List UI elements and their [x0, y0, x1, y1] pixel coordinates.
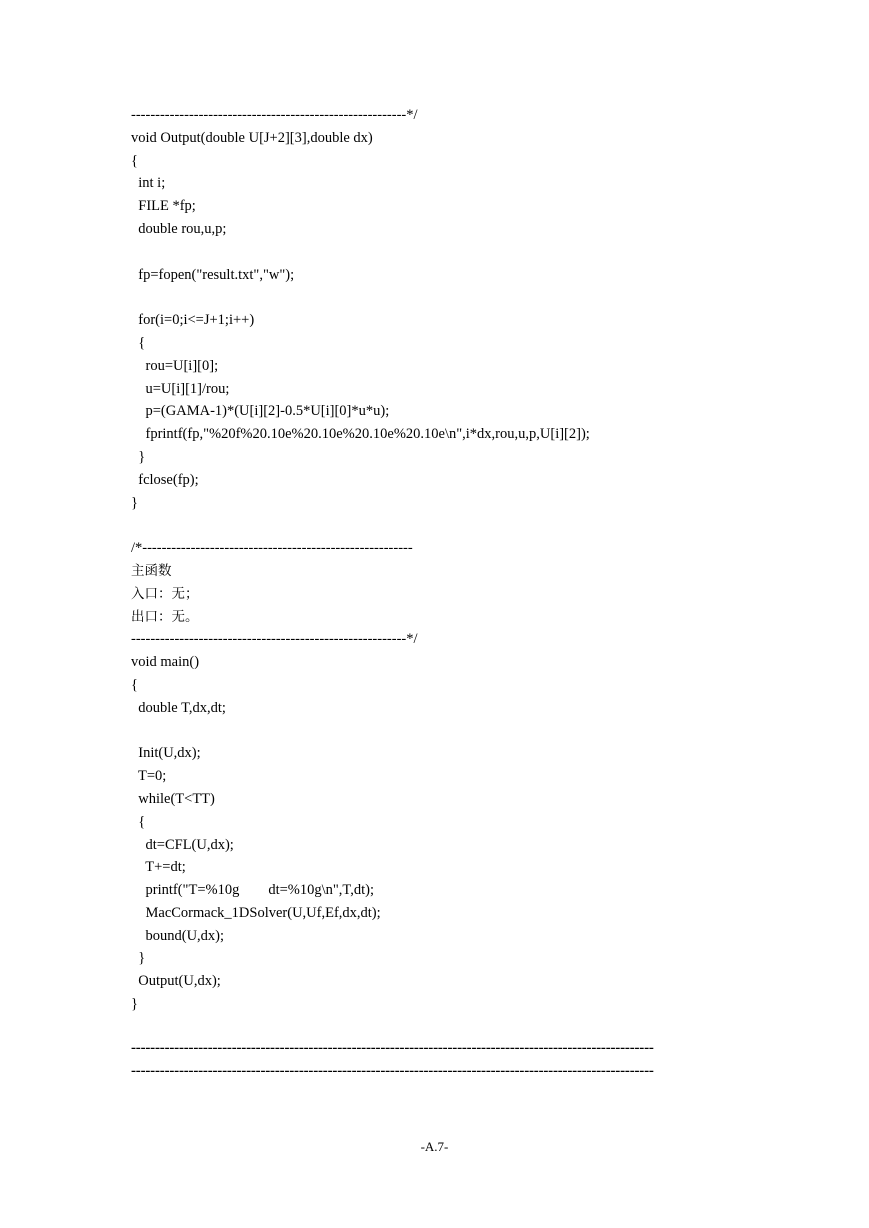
- code-line: u=U[i][1]/rou;: [131, 380, 230, 397]
- code-line: printf("T=%10g dt=%10g\n",T,dt);: [131, 882, 374, 899]
- code-line: rou=U[i][0];: [131, 357, 219, 374]
- code-line: {: [131, 334, 146, 351]
- code-line: for(i=0;i<=J+1;i++): [131, 312, 255, 329]
- code-line: int i;: [131, 175, 166, 192]
- code-line: [131, 241, 831, 264]
- code-line: 主函数: [131, 562, 172, 579]
- code-line: FILE *fp;: [131, 198, 196, 215]
- code-line: void main(): [131, 654, 200, 671]
- code-line: p=(GAMA-1)*(U[i][2]-0.5*U[i][0]*u*u);: [131, 403, 390, 420]
- code-line: ---------------------------------------------------------*/: [131, 107, 418, 123]
- code-line: 入口：无；: [131, 585, 199, 602]
- code-line: }: [131, 448, 146, 465]
- code-line: {: [131, 813, 146, 830]
- code-line: double rou,u,p;: [131, 220, 227, 237]
- code-line: 出口：无。: [131, 608, 199, 625]
- code-line: }: [131, 494, 138, 511]
- code-line: fclose(fp);: [131, 471, 199, 488]
- page-number: -A.7-: [420, 1139, 449, 1154]
- code-line: while(T<TT): [131, 790, 215, 807]
- code-line: MacCormack_1DSolver(U,Uf,Ef,dx,dt);: [131, 904, 381, 921]
- code-line: T+=dt;: [131, 859, 186, 876]
- code-line: void Output(double U[J+2][3],double dx): [131, 129, 373, 146]
- code-line: dt=CFL(U,dx);: [131, 836, 234, 853]
- code-line: }: [131, 950, 146, 967]
- code-line: {: [131, 152, 138, 169]
- separator-line: -------------------------------------------------------------------------------------------------------------: [131, 1063, 654, 1079]
- code-line: bound(U,dx);: [131, 927, 225, 944]
- code-line: ---------------------------------------------------------*/: [131, 631, 418, 648]
- code-line: }: [131, 996, 138, 1013]
- code-line: Output(U,dx);: [131, 973, 221, 990]
- code-line: /*--------------------------------------------------------: [131, 540, 413, 557]
- code-line: [131, 514, 831, 537]
- code-listing: [131, 104, 831, 1016]
- separator-line: -------------------------------------------------------------------------------------------------------------: [131, 1040, 654, 1056]
- code-line: [131, 286, 831, 309]
- end-separator: [131, 1037, 715, 1083]
- code-line: Init(U,dx);: [131, 745, 201, 762]
- code-line: {: [131, 676, 138, 693]
- code-line: fp=fopen("result.txt","w");: [131, 266, 295, 283]
- code-line: [131, 720, 831, 743]
- code-line: fprintf(fp,"%20f%20.10e%20.10e%20.10e%20.10e\n",i*dx,rou,u,p,U[i][2]);: [131, 426, 590, 443]
- code-line: double T,dx,dt;: [131, 699, 226, 716]
- code-line: T=0;: [131, 768, 167, 785]
